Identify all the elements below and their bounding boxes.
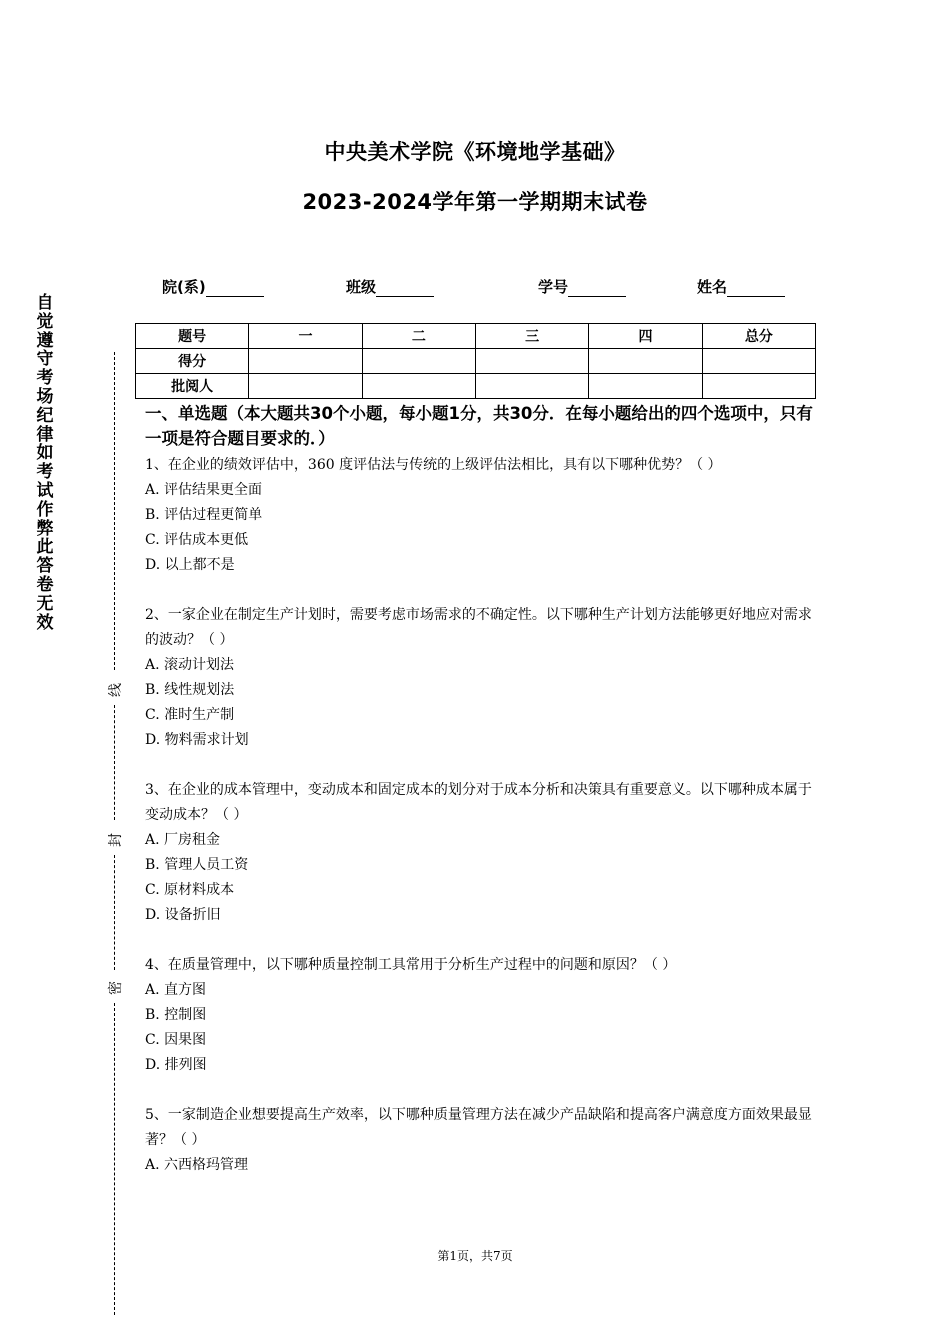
grader-row — [136, 374, 816, 399]
score-cell — [589, 349, 702, 374]
score-cell — [475, 349, 588, 374]
question-option: B. 评估过程更简单 — [145, 507, 263, 523]
question-option: C. 准时生产制 — [145, 707, 235, 723]
exam-content — [145, 401, 813, 1203]
question-option: B. 线性规划法 — [145, 682, 235, 698]
question-stem: 3、在企业的成本管理中，变动成本和固定成本的划分对于成本分析和决策具有重要意义。以下哪种成本属于变动成本？（ ） — [145, 782, 812, 823]
class-label: 班级 — [346, 278, 377, 296]
score-cell — [362, 349, 475, 374]
question-option: D. 物料需求计划 — [145, 732, 249, 748]
student-info-row — [0, 276, 950, 300]
secret-mark: 密 — [105, 979, 125, 997]
question-option: C. 原材料成本 — [145, 882, 235, 898]
header-cell: 题号 — [136, 324, 249, 349]
department-blank — [206, 280, 264, 297]
student-id-blank — [568, 280, 626, 297]
name-blank — [727, 280, 785, 297]
class-field — [346, 276, 434, 297]
grader-row-label: 批阅人 — [136, 374, 249, 399]
binding-dashed-line — [114, 705, 115, 820]
name-field — [697, 276, 785, 297]
question-option: C. 因果图 — [145, 1032, 207, 1048]
name-label: 姓名 — [697, 278, 728, 296]
exam-subtitle: 2023-2024学年第一学期期末试卷 — [302, 190, 648, 214]
question-option: D. 设备折旧 — [145, 907, 221, 923]
page-number: 第1页，共7页 — [437, 1249, 513, 1263]
student-id-label: 学号 — [538, 278, 569, 296]
question-stem: 4、在质量管理中，以下哪种质量控制工具常用于分析生产过程中的问题和原因？（ ） — [145, 957, 677, 973]
grader-cell — [702, 374, 815, 399]
line-mark: 线 — [105, 681, 125, 699]
question-option: A. 直方图 — [145, 982, 207, 998]
exam-title: 中央美术学院《环境地学基础》 — [324, 140, 626, 164]
header-cell: 总分 — [702, 324, 815, 349]
grader-cell — [362, 374, 475, 399]
discipline-notice: 自觉遵守考场纪律如考试作弊此答卷无效 — [36, 293, 54, 633]
department-label: 院(系) — [162, 278, 206, 296]
question-stem: 1、在企业的绩效评估中，360 度评估法与传统的上级评估法相比，具有以下哪种优势？（ ） — [145, 457, 722, 473]
question-option: A. 评估结果更全面 — [145, 482, 263, 498]
score-cell — [702, 349, 815, 374]
question-option: D. 排列图 — [145, 1057, 207, 1073]
binding-dashed-line — [114, 1003, 115, 1315]
question-1 — [145, 453, 813, 578]
score-row-label: 得分 — [136, 349, 249, 374]
question-4 — [145, 953, 813, 1078]
seal-mark: 封 — [105, 831, 125, 849]
student-id-field — [538, 276, 626, 297]
question-5 — [145, 1103, 813, 1178]
question-stem: 5、一家制造企业想要提高生产效率，以下哪种质量管理方法在减少产品缺陷和提高客户满意度方面效果最显著？（ ） — [145, 1107, 812, 1148]
question-3 — [145, 778, 813, 928]
grader-cell — [249, 374, 362, 399]
question-option: A. 厂房租金 — [145, 832, 221, 848]
header-cell: 二 — [362, 324, 475, 349]
score-table-header-row — [136, 324, 816, 349]
question-option: B. 控制图 — [145, 1007, 207, 1023]
question-stem: 2、一家企业在制定生产计划时，需要考虑市场需求的不确定性。以下哪种生产计划方法能够更好地应对需求的波动？（ ） — [145, 607, 812, 648]
header-cell: 一 — [249, 324, 362, 349]
binding-dashed-line — [114, 352, 115, 670]
grader-cell — [475, 374, 588, 399]
score-cell — [249, 349, 362, 374]
class-blank — [376, 280, 434, 297]
department-field — [162, 276, 264, 297]
score-row — [136, 349, 816, 374]
question-option: A. 六西格玛管理 — [145, 1157, 249, 1173]
question-option: C. 评估成本更低 — [145, 532, 249, 548]
question-option: D. 以上都不是 — [145, 557, 235, 573]
score-table — [135, 323, 816, 399]
section-heading: 一、单选题（本大题共30个小题，每小题1分，共30分．在每小题给出的四个选项中，只有一项是符合题目要求的．） — [145, 404, 813, 448]
header-cell: 三 — [475, 324, 588, 349]
question-option: A. 滚动计划法 — [145, 657, 235, 673]
grader-cell — [589, 374, 702, 399]
question-option: B. 管理人员工资 — [145, 857, 249, 873]
question-2 — [145, 603, 813, 753]
header-cell: 四 — [589, 324, 702, 349]
binding-dashed-line — [114, 855, 115, 970]
